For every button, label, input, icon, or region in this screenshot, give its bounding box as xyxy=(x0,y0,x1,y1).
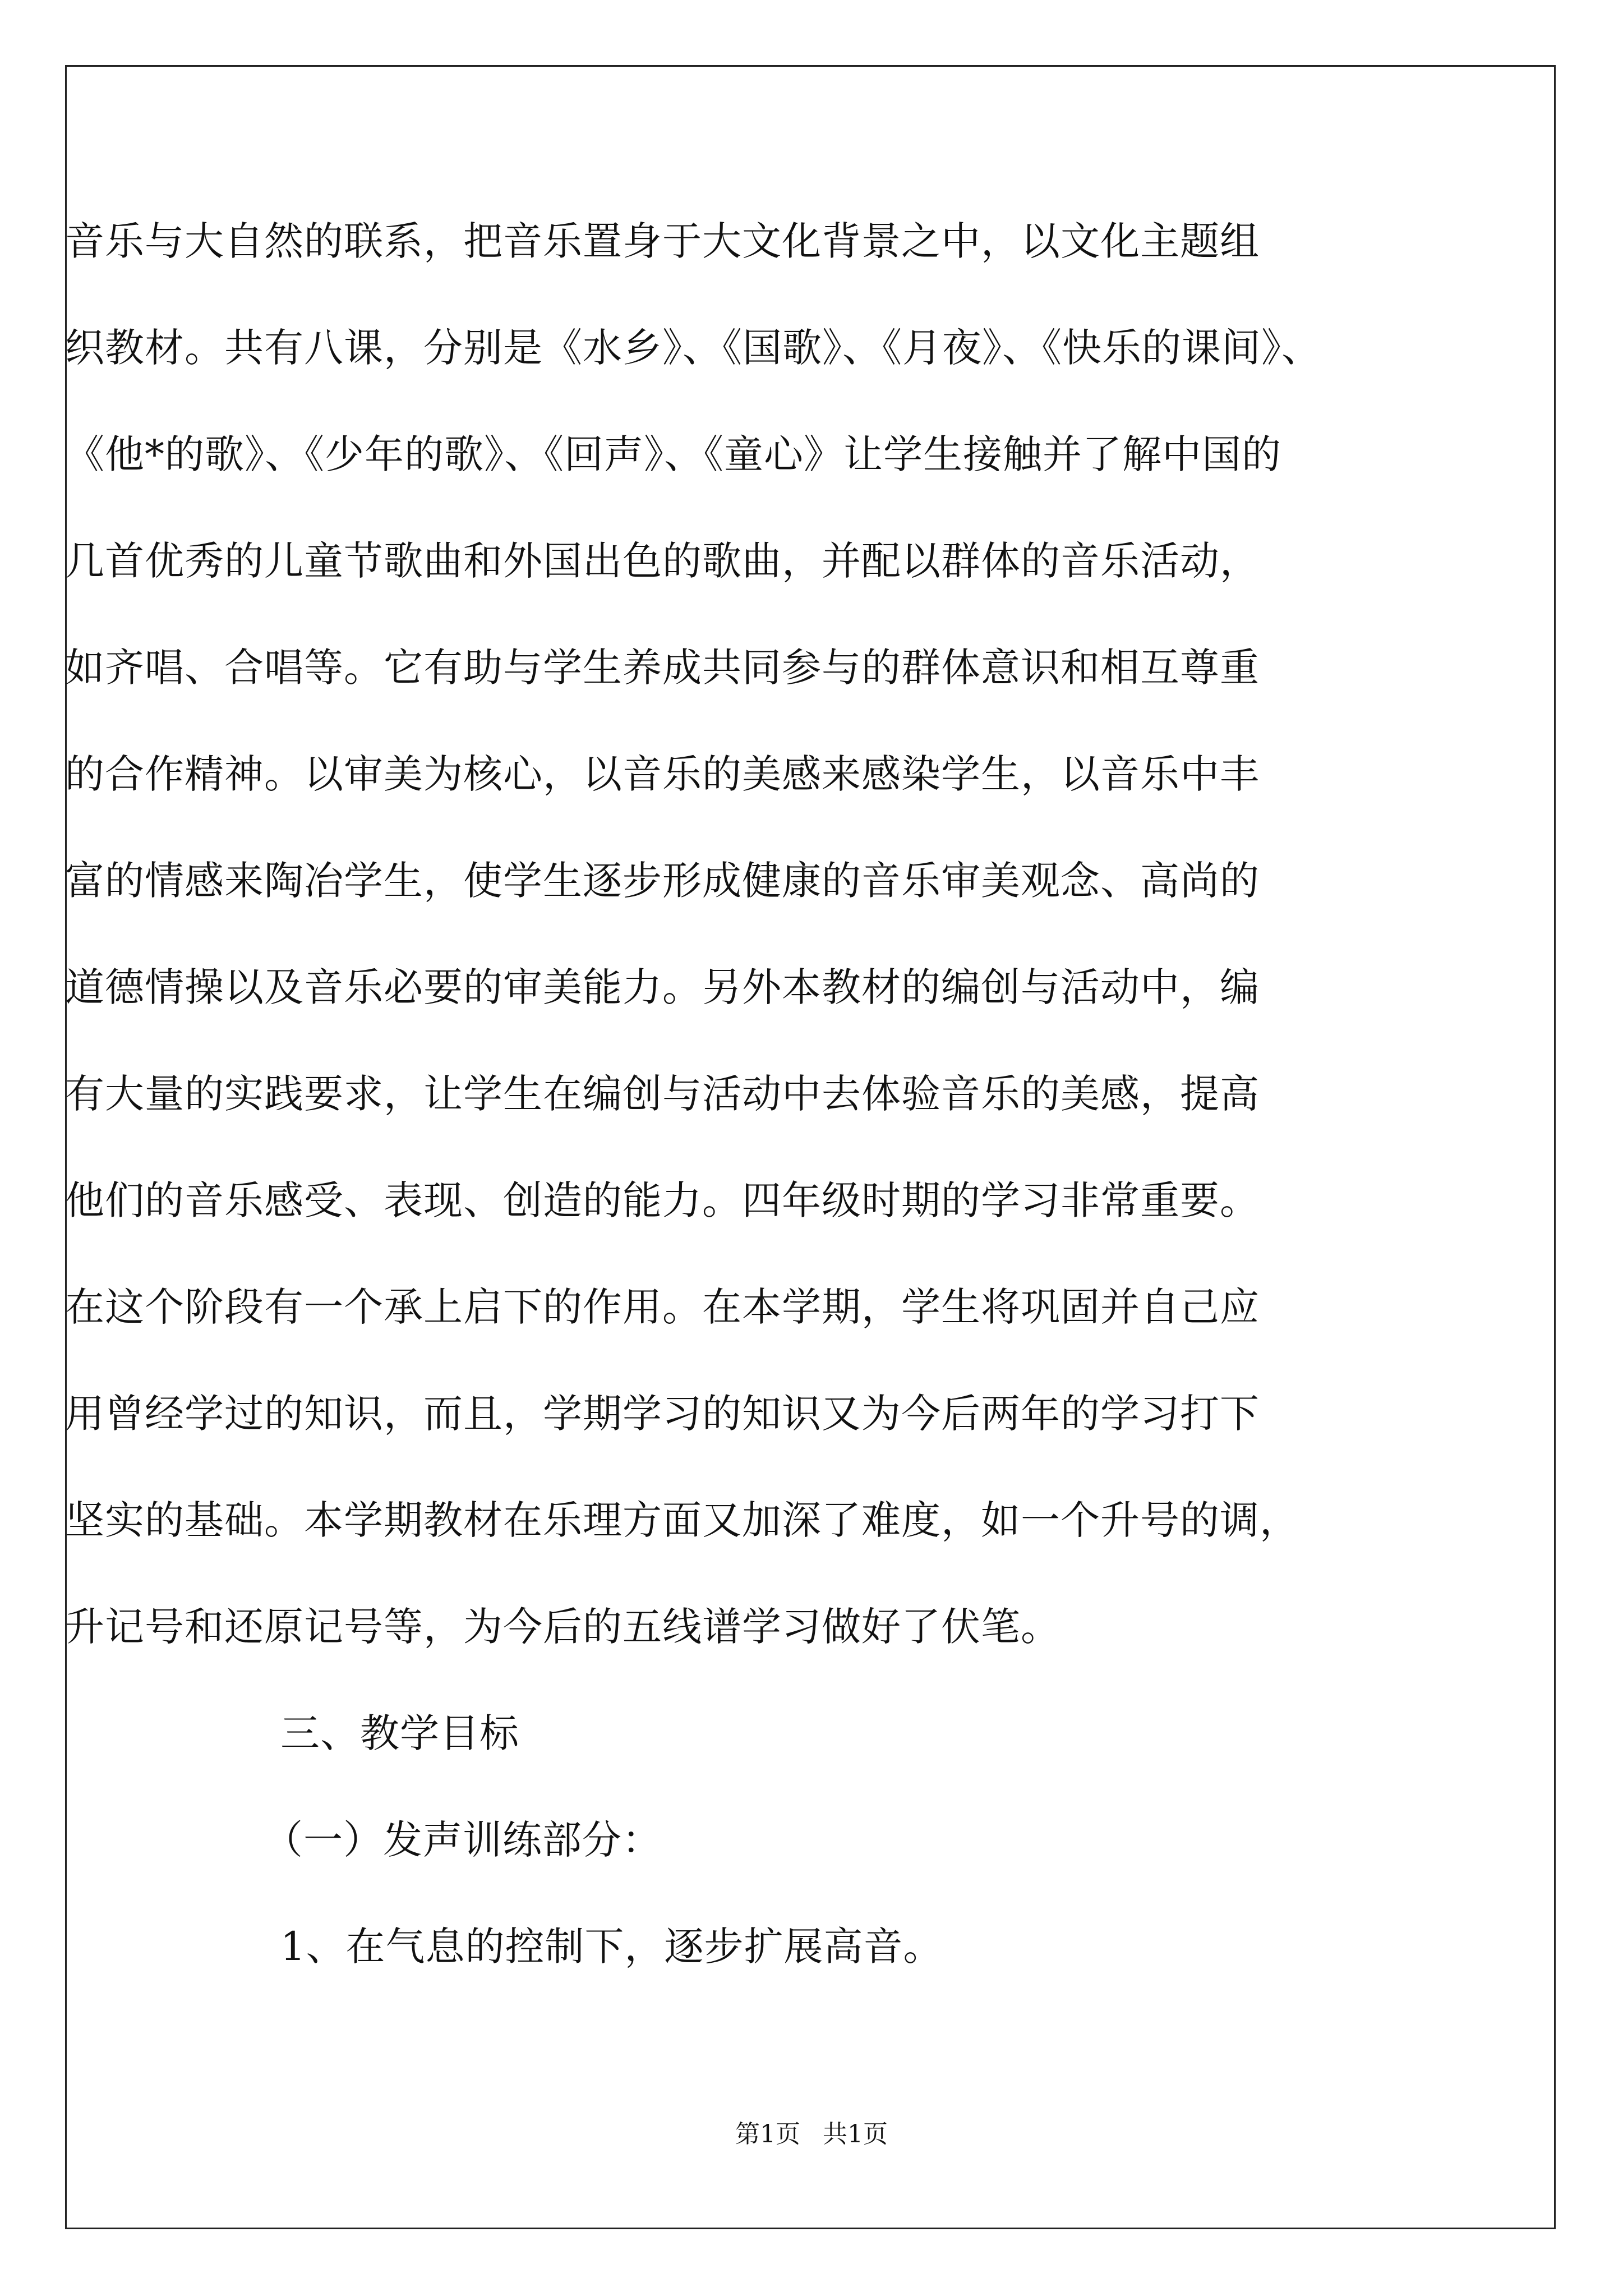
section-heading: 三、教学目标 xyxy=(280,1710,519,1756)
paragraph-line: 有大量的实践要求，让学生在编创与活动中去体验音乐的美感，提高 xyxy=(65,1071,1260,1117)
paragraph-line: 富的情感来陶冶学生，使学生逐步形成健康的音乐审美观念、高尚的 xyxy=(65,858,1260,904)
paragraph-line: 如齐唱、合唱等。它有助与学生养成共同参与的群体意识和相互尊重 xyxy=(65,645,1260,691)
list-item: 1、在气息的控制下，逐步扩展高音。 xyxy=(280,1924,943,1970)
subsection-heading: （一）发声训练部分： xyxy=(264,1817,662,1863)
paragraph-line: 道德情操以及音乐必要的审美能力。另外本教材的编创与活动中，编 xyxy=(65,964,1260,1010)
paragraph-line: 音乐与大自然的联系，把音乐置身于大文化背景之中，以文化主题组 xyxy=(65,218,1260,264)
page-footer xyxy=(0,2118,1623,2151)
page-number: 第1页 xyxy=(735,2120,800,2148)
paragraph-line: 的合作精神。以审美为核心，以音乐的美感来感染学生，以音乐中丰 xyxy=(65,751,1260,797)
paragraph-line: 织教材。共有八课，分别是《水乡》、《国歌》、《月夜》、《快乐的课间》、 xyxy=(65,325,1321,371)
paragraph-line: 用曾经学过的知识，而且，学期学习的知识又为今后两年的学习打下 xyxy=(65,1391,1260,1437)
paragraph-line: 几首优秀的儿童节歌曲和外国出色的歌曲，并配以群体的音乐活动， xyxy=(65,538,1260,584)
paragraph-line: 《他*的歌》、《少年的歌》、《回声》、《童心》让学生接触并了解中国的 xyxy=(65,431,1281,477)
paragraph-line: 坚实的基础。本学期教材在乐理方面又加深了难度，如一个升号的调， xyxy=(65,1497,1299,1543)
page-total: 共1页 xyxy=(823,2120,888,2148)
paragraph-line: 在这个阶段有一个承上启下的作用。在本学期，学生将巩固并自己应 xyxy=(65,1284,1260,1330)
page-border xyxy=(65,65,1556,2229)
paragraph-line: 升记号和还原记号等，为今后的五线谱学习做好了伏笔。 xyxy=(65,1604,1061,1650)
paragraph-line: 他们的音乐感受、表现、创造的能力。四年级时期的学习非常重要。 xyxy=(65,1177,1260,1223)
